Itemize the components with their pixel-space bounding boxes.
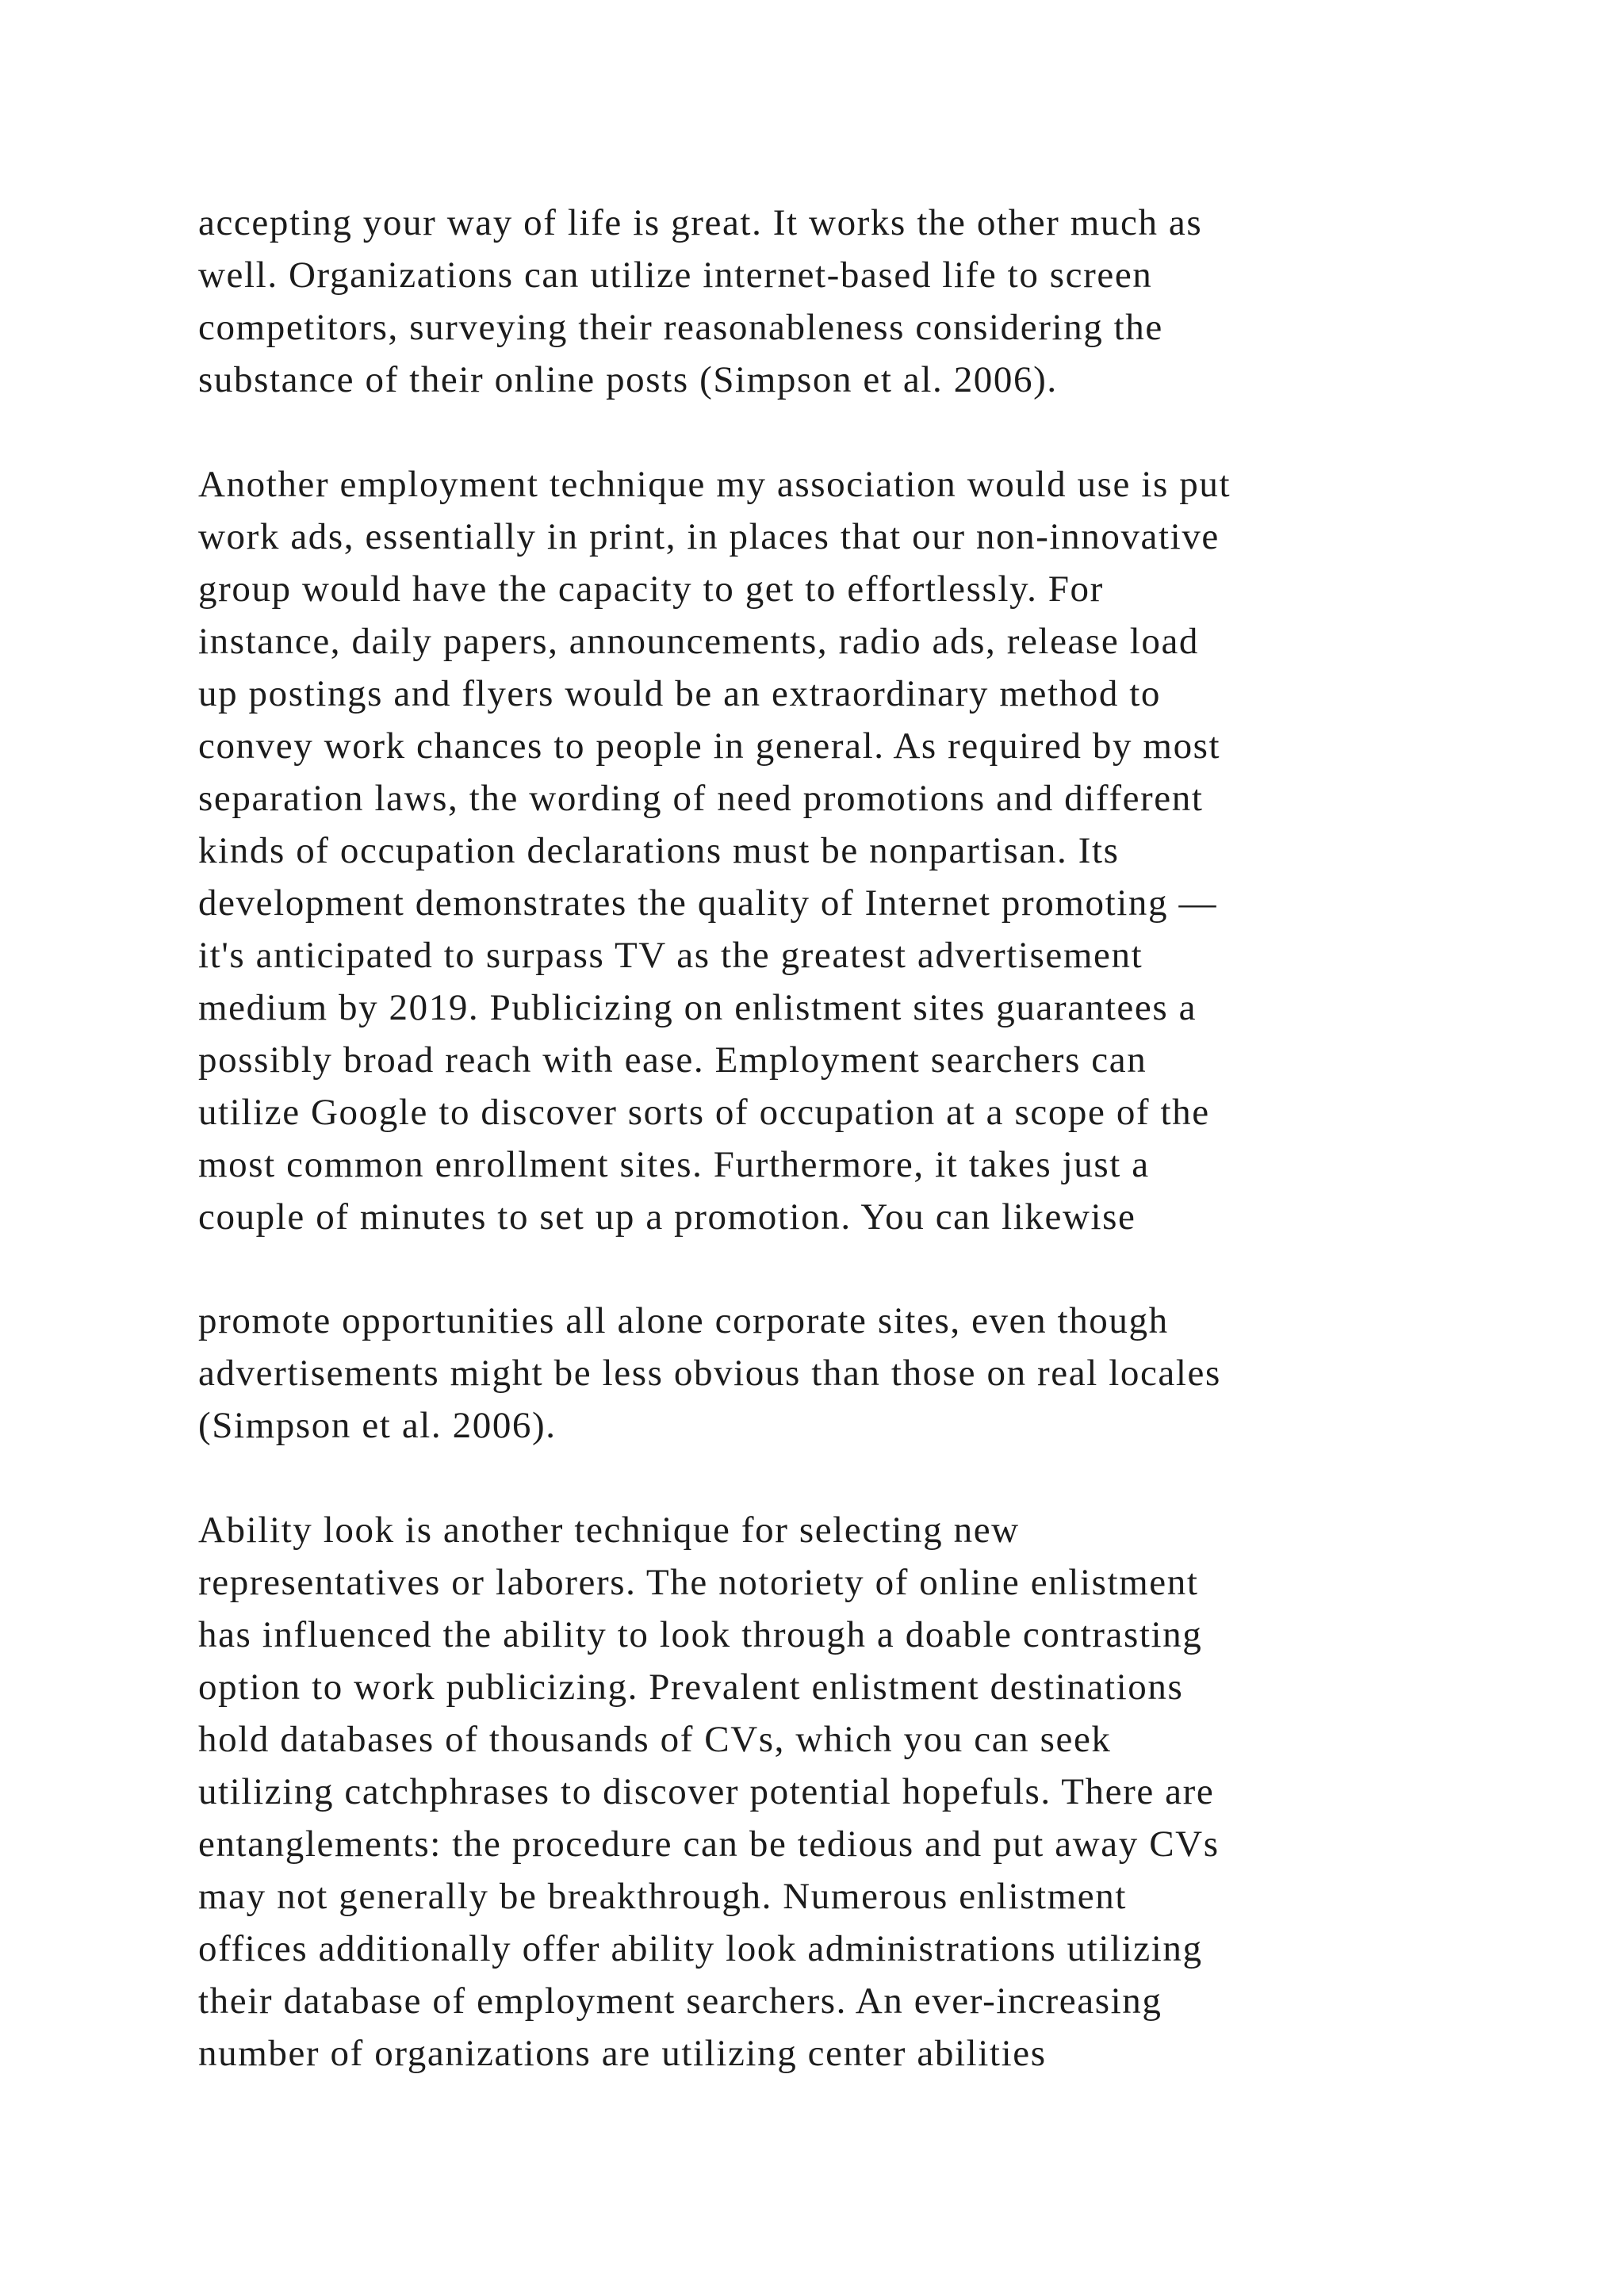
text-line: (Simpson et al. 2006). [198, 1405, 557, 1446]
text-line: Ability look is another technique for selecting new [198, 1510, 1020, 1551]
text-line: couple of minutes to set up a promotion. You can likewise [198, 1196, 1136, 1238]
text-line: may not generally be breakthrough. Numerous enlistment [198, 1876, 1128, 1917]
text-line: utilize Google to discover sorts of occupation at a scope of the [198, 1092, 1210, 1133]
text-line: advertisements might be less obvious than those on real locales [198, 1353, 1221, 1394]
text-line: medium by 2019. Publicizing on enlistment sites guarantees a [198, 987, 1197, 1028]
text-line: Another employment technique my association would use is put [198, 464, 1231, 505]
text-line: option to work publicizing. Prevalent enlistment destinations [198, 1667, 1184, 1708]
text-line: promote opportunities all alone corporate sites, even though [198, 1300, 1169, 1341]
paragraph-4 [198, 1504, 1499, 2080]
text-line: well. Organizations can utilize internet-based life to screen [198, 254, 1153, 296]
text-line: convey work chances to people in general. As required by most [198, 725, 1221, 767]
text-line: offices additionally offer ability look administrations utilizing [198, 1928, 1203, 1969]
text-line: development demonstrates the quality of Internet promoting — [198, 882, 1218, 924]
text-line: accepting your way of life is great. It works the other much as [198, 202, 1203, 243]
text-line: hold databases of thousands of CVs, which you can seek [198, 1719, 1112, 1760]
text-line: representatives or laborers. The notoriety of online enlistment [198, 1562, 1199, 1603]
text-line: most common enrollment sites. Furthermore, it takes just a [198, 1144, 1150, 1185]
text-line: has influenced the ability to look through a doable contrasting [198, 1614, 1203, 1655]
text-line: utilizing catchphrases to discover potential hopefuls. There are [198, 1771, 1215, 1812]
text-line: up postings and flyers would be an extraordinary method to [198, 673, 1162, 714]
text-line: number of organizations are utilizing center abilities [198, 2033, 1047, 2074]
text-line: competitors, surveying their reasonableness considering the [198, 307, 1163, 348]
text-line: kinds of occupation declarations must be nonpartisan. Its [198, 830, 1120, 871]
paragraph-3 [198, 1295, 1499, 1452]
text-line: work ads, essentially in print, in places that our non-innovative [198, 516, 1220, 557]
text-line: instance, daily papers, announcements, radio ads, release load [198, 621, 1200, 662]
text-line: their database of employment searchers. An ever-increasing [198, 1980, 1162, 2022]
paragraph-2 [198, 458, 1499, 1243]
text-line: entanglements: the procedure can be tedious and put away CVs [198, 1823, 1220, 1865]
text-line: group would have the capacity to get to effortlessly. For [198, 568, 1104, 610]
text-line: substance of their online posts (Simpson et al. 2006). [198, 359, 1058, 400]
text-line: separation laws, the wording of need promotions and different [198, 778, 1204, 819]
text-line: possibly broad reach with ease. Employment searchers can [198, 1039, 1147, 1081]
text-line: it's anticipated to surpass TV as the greatest advertisement [198, 935, 1143, 976]
paragraph-1 [198, 197, 1499, 406]
